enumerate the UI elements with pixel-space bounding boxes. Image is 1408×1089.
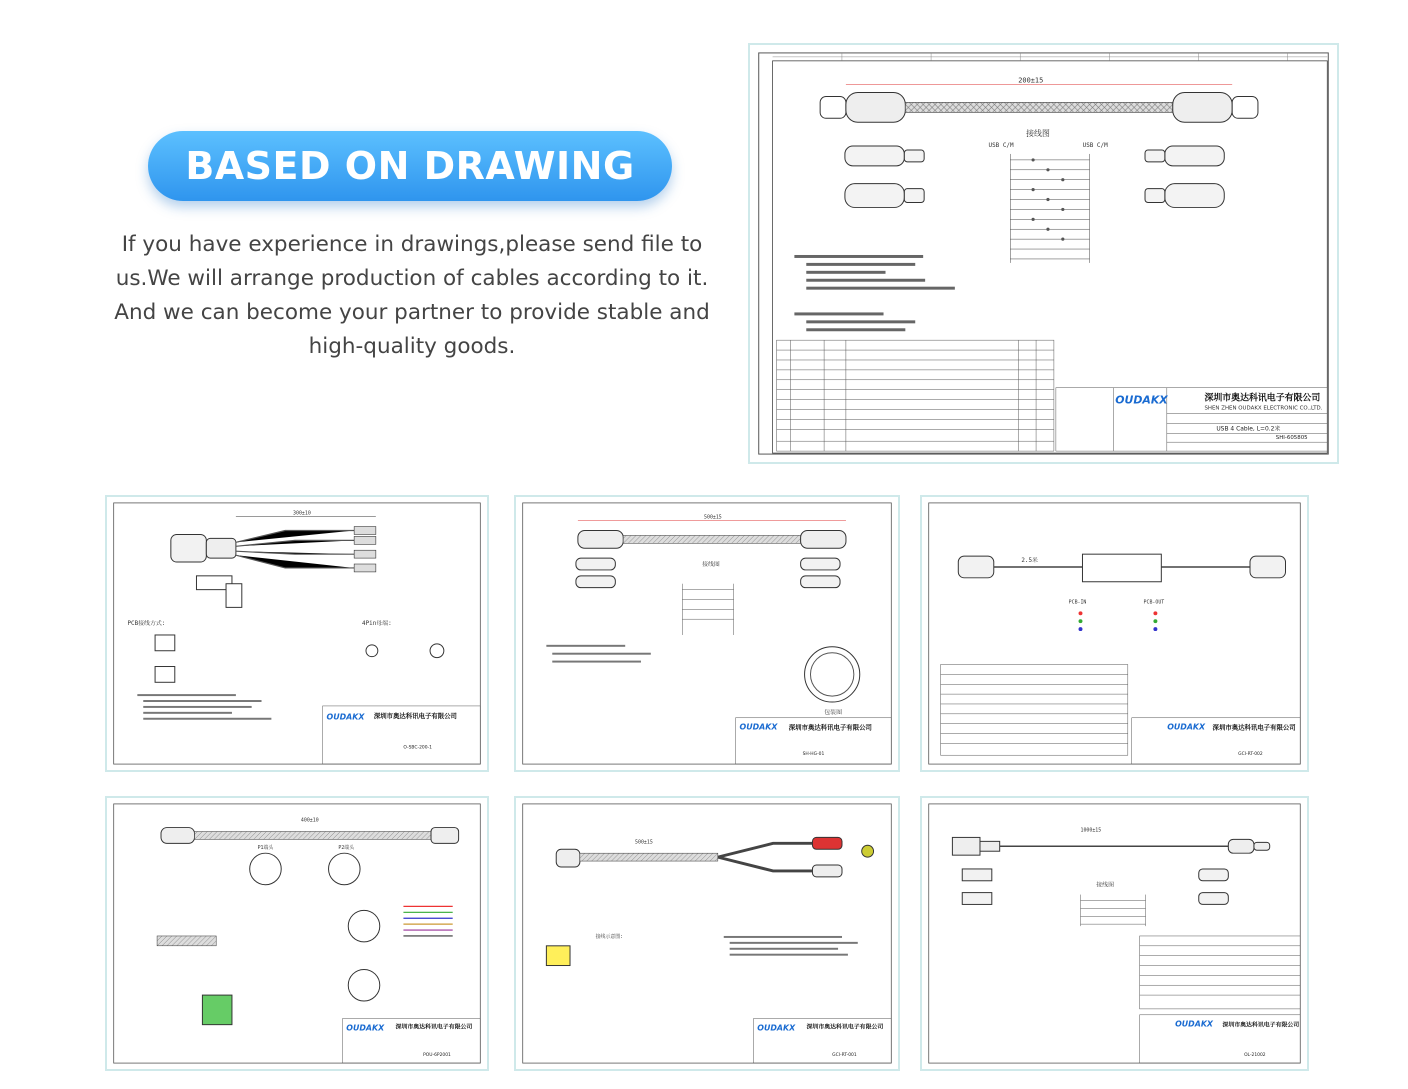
d2-company-cn: 深圳市奥达科讯电子有限公司 <box>788 723 872 732</box>
d6-wiring: 接线图 <box>1096 882 1115 889</box>
drawing-2 <box>516 497 898 770</box>
d3-part-no: GCI-RT-002 <box>1238 752 1263 758</box>
d5-wiring: 接线示意图: <box>595 933 624 940</box>
drawing-card-main <box>748 43 1339 464</box>
d1-pin-label: 4Pin母端: <box>362 621 392 628</box>
d1-length: 300±10 <box>293 510 311 517</box>
drawing-1 <box>107 497 487 770</box>
drawing-card-1 <box>105 495 489 772</box>
main-wiring-label: 接线图 <box>1026 129 1050 139</box>
d3-pcb-out: PCB-OUT <box>1143 599 1165 606</box>
drawing-card-4 <box>105 796 489 1071</box>
drawing-card-6 <box>920 796 1309 1071</box>
main-title: USB 4 Cable, L=0.2米 <box>1216 425 1281 433</box>
banner-label: BASED ON DRAWING <box>185 144 635 188</box>
main-length-label: 200±15 <box>1018 76 1044 85</box>
d1-logo: OUDAKX <box>326 712 365 722</box>
intro-paragraph: If you have experience in drawings,please send file to us.We will arrange production of cables according to it. And we can become your partner to provide stable and high-quality goods. <box>114 232 710 359</box>
main-company-cn: 深圳市奥达科讯电子有限公司 <box>1204 393 1321 404</box>
drawing-main <box>750 45 1337 462</box>
d5-logo: OUDAKX <box>757 1023 796 1033</box>
drawing-card-3 <box>920 495 1309 772</box>
d3-length: 2.5米 <box>1021 558 1038 565</box>
drawing-5 <box>516 798 898 1069</box>
d6-company-cn: 深圳市奥达科讯电子有限公司 <box>1222 1022 1300 1029</box>
main-part-no: SHI-605805 <box>1275 435 1308 442</box>
d2-part-no: SH-HG-01 <box>802 752 825 758</box>
d4-p1: P1端头 <box>257 845 274 852</box>
d3-pcb-in: PCB-IN <box>1068 599 1087 606</box>
d1-company-cn: 深圳市奥达科讯电子有限公司 <box>373 711 457 720</box>
d4-length: 400±10 <box>300 817 319 824</box>
d4-part-no: POU-6P2001 <box>423 1053 451 1059</box>
drawing-card-5 <box>514 796 900 1071</box>
main-logo: OUDAKX <box>1115 393 1168 407</box>
drawing-card-2 <box>514 495 900 772</box>
d5-part-no: GCI-RT-001 <box>832 1053 857 1059</box>
d6-length: 1000±15 <box>1080 827 1102 834</box>
d2-pack: 包装图 <box>824 709 843 716</box>
d1-part-no: O-SBC-200-1 <box>403 745 432 751</box>
d4-company-cn: 深圳市奥达科讯电子有限公司 <box>395 1024 473 1031</box>
d1-pcb-label: PCB接线方式: <box>127 621 166 628</box>
main-right-connector: USB C/M <box>1082 142 1108 150</box>
d6-logo: OUDAKX <box>1175 1019 1214 1029</box>
drawing-3 <box>922 497 1307 770</box>
d3-company-cn: 深圳市奥达科讯电子有限公司 <box>1212 723 1296 732</box>
drawing-4 <box>107 798 487 1069</box>
d5-company-cn: 深圳市奥达科讯电子有限公司 <box>806 1024 884 1031</box>
d4-logo: OUDAKX <box>346 1023 385 1033</box>
d6-part-no: OL-21002 <box>1244 1053 1266 1059</box>
d2-logo: OUDAKX <box>739 722 778 732</box>
d2-wiring: 接线图 <box>702 561 720 568</box>
based-on-drawing-banner <box>148 131 672 201</box>
d3-logo: OUDAKX <box>1167 722 1206 732</box>
d2-length: 500±15 <box>704 514 722 521</box>
d5-length: 500±15 <box>635 839 653 846</box>
main-left-connector: USB C/M <box>988 142 1014 150</box>
drawing-6 <box>922 798 1307 1069</box>
d4-p2: P2端头 <box>338 845 355 852</box>
main-company-en: SHEN ZHEN OUDAKX ELECTRONIC CO.,LTD. <box>1204 405 1323 412</box>
